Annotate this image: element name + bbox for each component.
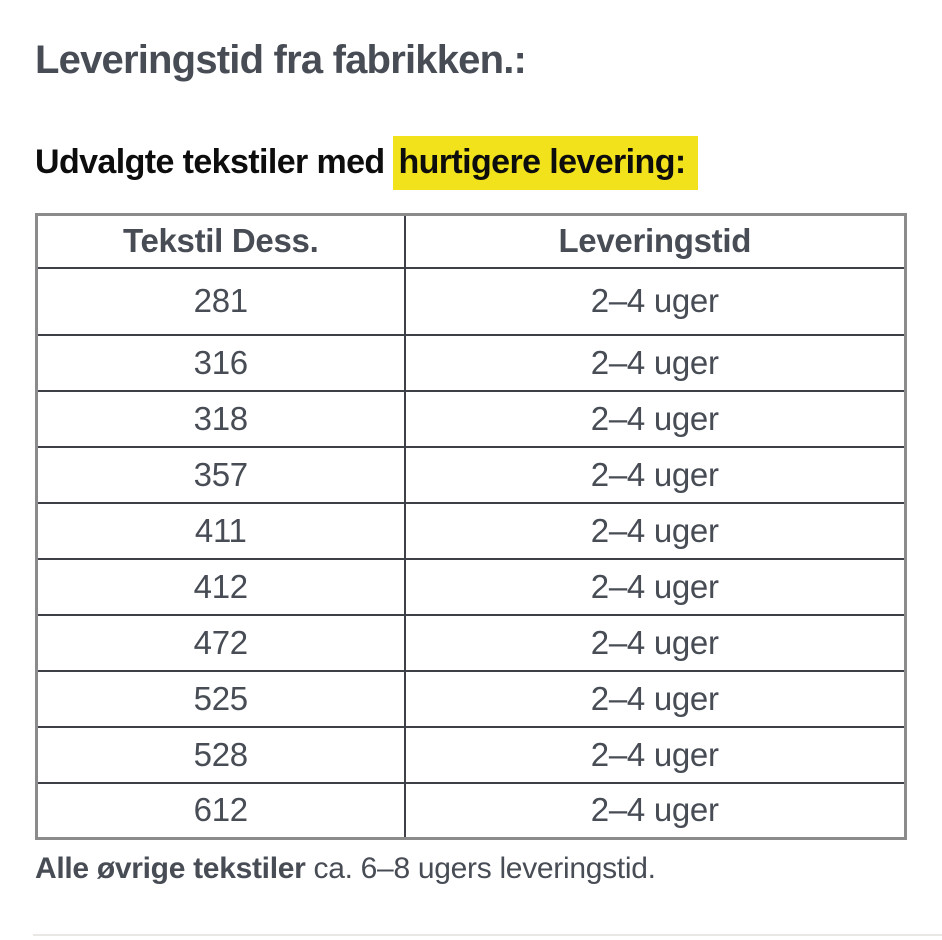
tekstil-dess-cell: 357 [37, 447, 405, 503]
column-header-leveringstid: Leveringstid [405, 215, 906, 268]
leveringstid-cell: 2–4 uger [405, 447, 906, 503]
delivery-table-body [37, 268, 906, 839]
table-row [37, 783, 906, 839]
leveringstid-cell: 2–4 uger [405, 335, 906, 391]
tekstil-dess-cell: 316 [37, 335, 405, 391]
delivery-table-head [37, 215, 906, 268]
table-row [37, 671, 906, 727]
subtitle [35, 142, 942, 183]
leveringstid-cell: 2–4 uger [405, 391, 906, 447]
delivery-table [35, 213, 907, 840]
table-row [37, 391, 906, 447]
table-row [37, 335, 906, 391]
tekstil-dess-cell: 528 [37, 727, 405, 783]
tekstil-dess-cell: 318 [37, 391, 405, 447]
tekstil-dess-cell: 612 [37, 783, 405, 839]
tekstil-dess-cell: 412 [37, 559, 405, 615]
table-row [37, 615, 906, 671]
leveringstid-cell: 2–4 uger [405, 503, 906, 559]
subtitle-prefix: Udvalgte tekstiler med [35, 143, 385, 181]
leveringstid-cell: 2–4 uger [405, 783, 906, 839]
bottom-divider [33, 934, 942, 936]
leveringstid-cell: 2–4 uger [405, 268, 906, 335]
subtitle-highlight: hurtigere levering: [393, 136, 697, 190]
tekstil-dess-cell: 281 [37, 268, 405, 335]
leveringstid-cell: 2–4 uger [405, 615, 906, 671]
table-header-row [37, 215, 906, 268]
tekstil-dess-cell: 472 [37, 615, 405, 671]
table-row [37, 268, 906, 335]
page-title: Leveringstid fra fabrikken.: [35, 38, 527, 82]
table-row [37, 503, 906, 559]
table-row [37, 727, 906, 783]
leveringstid-cell: 2–4 uger [405, 559, 906, 615]
column-header-tekstil-dess: Tekstil Dess. [37, 215, 405, 268]
tekstil-dess-cell: 525 [37, 671, 405, 727]
table-row [37, 447, 906, 503]
footer-note-bold: Alle øvrige tekstiler [35, 852, 306, 885]
footer-note-rest: ca. 6–8 ugers leveringstid. [305, 852, 656, 885]
leveringstid-cell: 2–4 uger [405, 727, 906, 783]
leveringstid-cell: 2–4 uger [405, 671, 906, 727]
table-row [37, 559, 906, 615]
footer-note [35, 850, 942, 887]
tekstil-dess-cell: 411 [37, 503, 405, 559]
